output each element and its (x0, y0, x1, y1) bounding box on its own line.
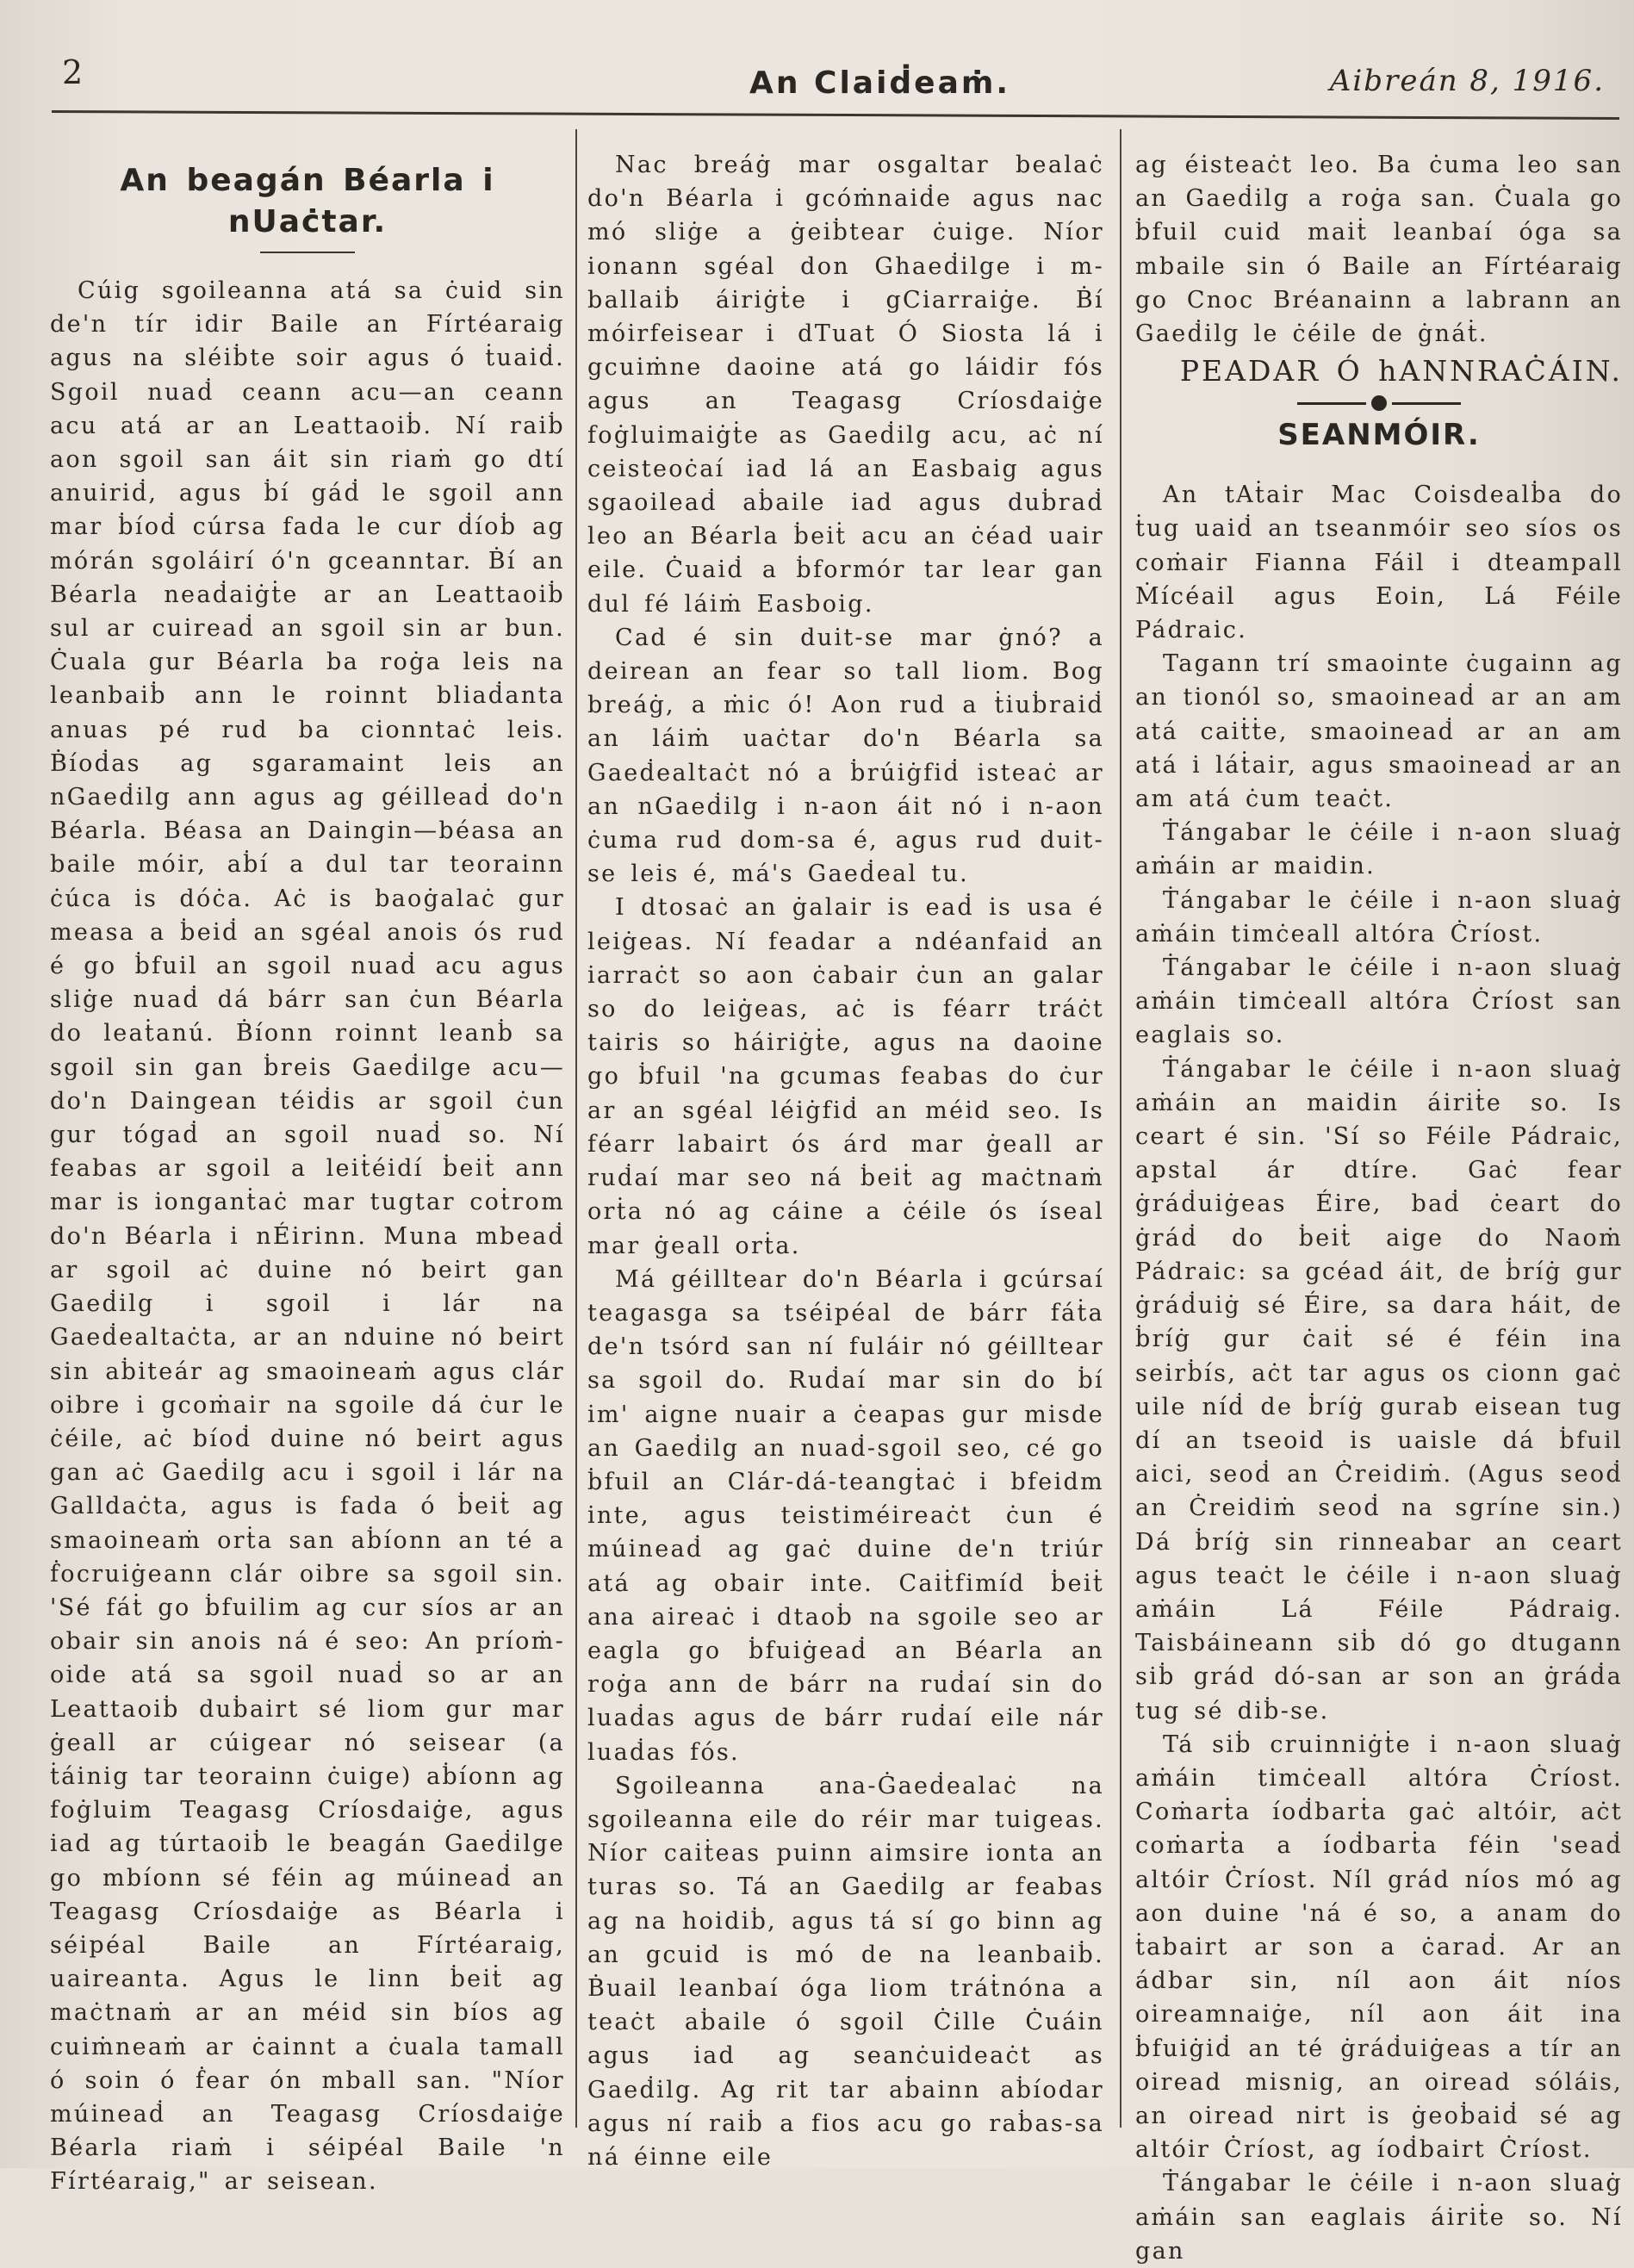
article-paragraph: I dtosaċ an ġalair is eaḋ is usa é leiġeas. Ní feadar a ndéanfaiḋ an iarraċt so aon ċabair ċun an galar so do leiġeas, aċ is féarr tráċt tairis so háiriġṫe, agus na daoine go ḃfuil 'na gcumas feabas do ċur ar an sgéal léiġfiḋ an méid seo. Is féarr labairt ós árd mar ġeall ar ruḋaí mar seo ná ḃeiṫ ag maċtnaṁ orṫa nó ag cáine a ċéile ós íseal mar ġeall orṫa. (587, 894, 1104, 1259)
article-paragraph: Cúig sgoileanna atá sa ċuid sin de'n tír idir Baile an Fírtéaraig agus na sléiḃte soir agus ó ṫuaiḋ. Sgoil nuaḋ ceann acu—an ceann acu atá ar an Leattaoiḃ. Ní raiḃ aon sgoil san áit sin riaṁ go dtí anuiriḋ, agus ḃí gáḋ le sgoil ann mar ḃíoḋ cúrsa fada le cur ḋíoḃ ag mórán sgoláirí ó'n gceanntar. Ḃí an Béarla neaḋaiġṫe ar an Leattaoiḃ sul ar cuireaḋ an sgoil sin ar bun. Ċuala gur Béarla ba roġa leis na leanbaiḃ ann le roinnt bliaḋanta anuas pé rud ba cionntaċ leis. Ḃíoḋas ag sgaramaint leis an nGaeḋilg ann agus ag géilleaḋ do'n Béarla. Béasa an Daingin—béasa an baile móir, aḃí a dul tar teorainn ċúca is dóċa. Aċ is baoġalaċ gur measa a ḃeiḋ an sgéal anois ós rud é go ḃfuil an sgoil nuaḋ acu agus sliġe nuaḋ dá bárr san ċun Béarla do leaṫanú. Ḃíonn roinnt leanḃ sa sgoil sin gan ḃreis Gaeḋilge acu—do'n Daingean téiḋis ar sgoil ċun gur tógaḋ an sgoil nuaḋ so. Ní feabas ar sgoil a leiṫéidí ḃeiṫ ann mar is ionganṫaċ mar tugtar coṫrom do'n Béarla i nÉirinn. Muna mbeaḋ ar sgoil aċ duine nó beirt gan Gaeḋilg i sgoil i lár na Gaeḋealtaċta, ar an nduine nó beirt sin aḃiteár ag smaoineaṁ agus clár oibre i gcoṁair na sgoile dá ċur le ċéile, aċ bíoḋ duine nó beirt agus gan aċ Gaeḋilg acu i sgoil i lár na Galldaċta, agus is fada ó ḃeiṫ ag smaoineaṁ orṫa san aḃíonn an té a ḟocruiġeann clár oibre sa sgoil sin. 'Sé fáṫ go ḃfuilim ag cur síos ar an obair sin anois ná é seo: An príoṁ-oide atá sa sgoil nuaḋ so ar an Leattaoiḃ duḃairt sé liom gur mar ġeall ar cúigear nó seisear (a ṫáinig tar teorainn ċuige) aḃíonn ag foġluim Teagasg Críosdaiġe, agus iad ag túrtaoiḃ le beagán Gaeḋilge go mbíonn sé féin ag múineaḋ an Teagasg Críosdaiġe as Béarla i séipéal Baile an Fírtéaraig, uaireanta. Agus le linn ḃeiṫ ag maċtnaṁ ar an méid sin bíos ag cuiṁneaṁ ar ċainnt a ċuala tamall ó soin ó ḟear ón mball san. "Níor múineaḋ an Teagasg Críosdaiġe Béarla riaṁ i séipéal Baile 'n Fírtéaraig," ar seisean. (50, 277, 565, 2196)
article-paragraph: Sgoileanna ana-Ġaeḋealaċ na sgoileanna eile do réir mar tuigeas. Níor caiṫeas puinn aimsire ionta an turas so. Tá an Gaeḋilg ar feabas ag na hoidiḃ, agus tá sí go binn ag an gcuid is mó de na leanbaiḃ. Ḃuail leanbaí óga liom tráṫnóna a teaċt aḃaile ó sgoil Ċille Ċuáin agus iad ag seanċuideaċt as Gaeḋilg. Ag rit tar aḃainn aḃíodar agus ní raiḃ a fios acu go raḃas-sa ná éinne eile (587, 1772, 1104, 2171)
ornament-dot (1371, 395, 1387, 411)
masthead (0, 0, 1634, 121)
section-ornament (1135, 395, 1623, 411)
ornament-line (1297, 402, 1366, 405)
column-3 (1135, 148, 1623, 2265)
article-paragraph: An tAṫair Mac Coisdealḃa do ṫug uaiḋ an tseanmóir seo síos os coṁair Fianna Fáil i dteampall Ṁícéail agus Eoin, Lá Féile Pádraic. (1135, 482, 1623, 644)
column-1 (50, 148, 565, 2196)
article-paragraph: Ṫángabar le ċéile i n-aon sluaġ aṁáin timċeall altóra Ċríost. (1135, 886, 1623, 948)
column-divider (1120, 129, 1121, 2128)
column-2 (587, 148, 1104, 2171)
column-divider (575, 129, 577, 2128)
issue-date: Aibreán 8, 1916. (1329, 64, 1605, 98)
article-title: An beagán Béarla i nUaċtar. (120, 163, 495, 239)
article-paragraph: Nac breáġ mar osgaltar bealaċ do'n Béarla i gcóṁnaiḋe agus nac mó sliġe a ġeiḃtear ċuige. Níor ionann sgéal don Ghaeḋilge i m-ballaiḃ áiriġṫe i gCiarraiġe. Ḃí móirfeisear i dTuat Ó Siosta lá i gcuiṁne daoine atá go láidir fós agus an Teagasg Críosdaiġe foġluimaiġṫe as Gaeḋilg acu, aċ ní ceisteoċaí iad lá an Easbaig agus sgaoileaḋ aḃaile iad agus duḃraḋ leo an Béarla ḃeiṫ acu an ċéad uair eile. Ċuaiḋ a ḃformór tar lear gan dul fé láiṁ Easboig. (587, 152, 1104, 618)
title-rule (260, 252, 355, 253)
article-paragraph: Ṫángabar le ċéile i n-aon sluaġ aṁáin ar maidin. (1135, 819, 1623, 880)
article-paragraph: Tagann trí smaointe ċugainn ag an tionól so, smaoineaḋ ar an am atá caiṫṫe, smaoineaḋ ar an am atá i láṫair, agus smaoineaḋ ar an am atá ċum teaċt. (1135, 650, 1623, 813)
page-number: 2 (62, 53, 85, 91)
article-title: SEANMÓIR. (1277, 418, 1481, 453)
article-paragraph: Ṫángabar le ċéile i n-aon sluaġ aṁáin timċeall altóra Ċríost san eaglais so. (1135, 954, 1623, 1049)
author-signature: PEADAR Ó hANNRAĊÁIN. (1179, 354, 1623, 388)
article-paragraph: Ṫángabar le ċéile i n-aon sluaġ aṁáin san eaglais áiriṫe so. Ní gan (1135, 2170, 1623, 2265)
newspaper-title: An Claiḋeaṁ. (749, 65, 1011, 101)
article-paragraph: ag éisteaċt leo. Ba ċuma leo san an Gaeḋilg a roġa san. Ċuala go ḃfuil cuid maiṫ leanbaí óga sa mbaile sin ó Baile an Fírtéaraig go Cnoc Bréanainn a labrann an Gaeḋilg le ċéile de ġnáṫ. (1135, 152, 1623, 348)
article-paragraph: Cad é sin duit-se mar ġnó? a deirean an fear so tall liom. Bog breáġ, a ṁic ó! Aon rud a ṫiuḃraiḋ an láiṁ uaċtar do'n Béarla sa Gaeḋealtaċt nó a ḃrúiġfiḋ isteaċ ar an nGaeḋilg i n-aon áit nó i n-aon ċuma rud dom-sa é, agus rud duit-se leis é, má's Gaeḋeal tu. (587, 624, 1104, 888)
article-paragraph: Má géilltear do'n Béarla i gcúrsaí teagasga sa tséipéal de bárr fáṫa de'n tsórd san ní fuláir nó géilltear sa sgoil do. Ruḋaí mar sin do ḃí im' aigne nuair a ċeapas gur misde an Gaeḋilg an nuaḋ-sgoil seo, cé go ḃfuil an Clár-dá-teangṫaċ i bfeidm inte, agus teistiméireaċt ċun é múineaḋ ag gaċ duine de'n triúr atá ag obair inte. Caiṫfimíd ḃeiṫ ana aireaċ i dtaoḃ na sgoile seo ar eagla go ḃfuiġeaḋ an Béarla an roġa ann de bárr na ruḋaí sin do luaḋas agus de bárr ruḋaí eile nár luaḋas fós. (587, 1265, 1104, 1766)
masthead-rule (52, 110, 1619, 120)
article-paragraph: Ṫángabar le ċéile i n-aon sluaġ aṁáin an maidin áiriṫe so. Is ceart é sin. 'Sí so Féile Pádraic, apstal ár dtíre. Gaċ fear ġráḋuiġeas Éire, baḋ ċeart do ġráḋ do ḃeiṫ aige do Naoṁ Pádraic: sa gcéad áit, de ḃríġ gur ġráḋuiġ sé Éire, sa dara háit, de ḃríġ gur ċaiṫ sé é féin ina seirḃís, aċt tar agus os cionn gaċ uile níḋ de ḃríġ gurab eisean tug dí an tseoid is uaisle dá ḃfuil aici, seoḋ an Ċreidiṁ. (Agus seoḋ an Ċreidiṁ seoḋ na sgríne sin.) Dá ḃríġ sin rinneabar an ceart agus teaċt le ċéile i n-aon sluaġ aṁáin Lá Féile Pádraig. Taisbáineann siḃ dó go dtugann siḃ grád dó-san ar son an ġráḋa tug sé diḃ-se. (1135, 1055, 1623, 1724)
ornament-line (1392, 402, 1461, 405)
article-paragraph: Tá siḃ cruinniġṫe i n-aon sluaġ aṁáin timċeall altóra Ċríost. Coṁarṫa íoḋbarṫa gaċ altóir, aċt coṁarṫa a íoḋbarṫa féin 'seaḋ altóir Ċríost. Níl grád níos mó ag aon duine 'ná é so, a anam do ṫabairt ar son a ċaraḋ. Ar an ádbar sin, níl aon áit níos oireamnaiġe, níl aon áit ina ḃfuiġiḋ an té ġráḋuiġeas a tír an oiread misnig, an oiread sóláis, an oiread nirt is ġeoḃaiḋ sé ag altóir Ċríost, ag íoḋbairt Ċríost. (1135, 1731, 1623, 2164)
